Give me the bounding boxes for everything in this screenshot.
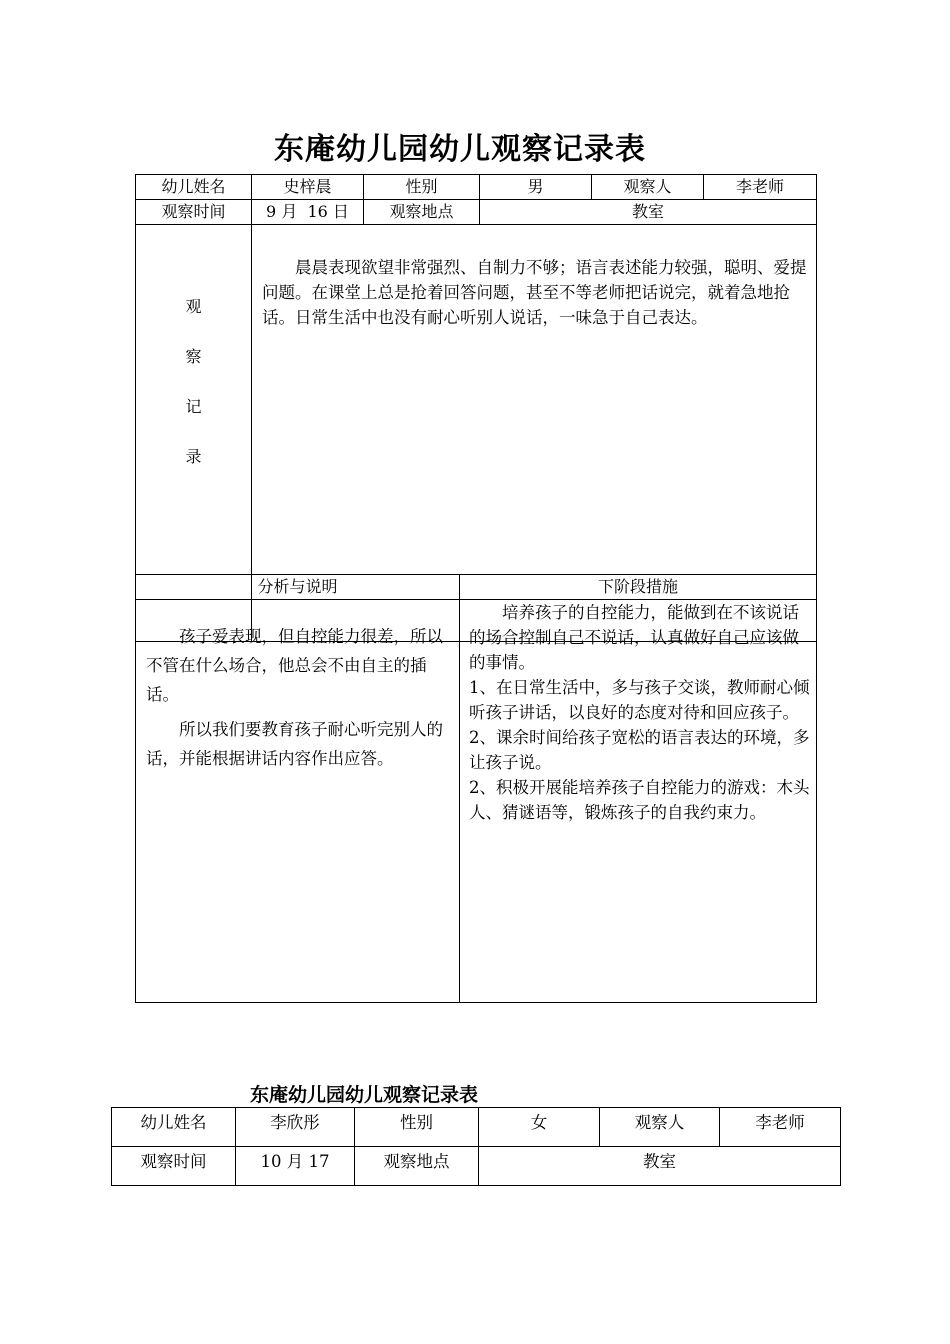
form1-row-time-place bbox=[136, 200, 817, 225]
name-value: 李欣彤 bbox=[236, 1108, 355, 1147]
measures-item: 1、在日常生活中，多与孩子交谈，教师耐心倾听孩子讲话，以良好的态度对待和回应孩子。 bbox=[469, 678, 810, 722]
name-value: 史梓晨 bbox=[252, 175, 364, 200]
form1-title: 东庵幼儿园幼儿观察记录表 bbox=[274, 132, 646, 167]
form1-header-table bbox=[135, 174, 817, 642]
record-label-char: 记 bbox=[185, 397, 202, 416]
gender-value: 女 bbox=[479, 1108, 600, 1147]
time-label: 观察时间 bbox=[136, 200, 252, 225]
name-label: 幼儿姓名 bbox=[112, 1108, 236, 1147]
record-label-char: 录 bbox=[185, 447, 202, 466]
place-label: 观察地点 bbox=[364, 200, 480, 225]
time-value: 10 月 17 bbox=[236, 1147, 355, 1186]
name-label: 幼儿姓名 bbox=[136, 175, 252, 200]
analysis-body-row bbox=[136, 600, 817, 1003]
analysis-header: 分析与说明 bbox=[136, 575, 460, 600]
place-value: 教室 bbox=[479, 1147, 841, 1186]
form2-row-time-place bbox=[112, 1147, 841, 1186]
place-label: 观察地点 bbox=[355, 1147, 479, 1186]
measures-header: 下阶段措施 bbox=[460, 575, 817, 600]
measures-item: 2、课余时间给孩子宽松的语言表达的环境，多让孩子说。 bbox=[469, 728, 810, 772]
observer-label: 观察人 bbox=[600, 1108, 720, 1147]
form1-row-basic-info bbox=[136, 175, 817, 200]
record-label-char: 察 bbox=[185, 347, 202, 366]
form2-row-basic-info bbox=[112, 1108, 841, 1147]
measures-intro: 培养孩子的自控能力，能做到在不该说话的场合控制自己不说话，认真做好自己应该做的事情。 bbox=[469, 603, 799, 672]
observation-record-text: 晨晨表现欲望非常强烈、自制力不够；语言表述能力较强，聪明、爱提问题。在课堂上总是抢着回答问题，甚至不等老师把话说完，就着急地抢话。日常生活中也没有耐心听别人说话，一味急于自己表达。 bbox=[252, 225, 817, 642]
measures-cell bbox=[460, 600, 817, 1003]
time-value: 9 月 16 日 bbox=[252, 200, 364, 225]
analysis-cell bbox=[136, 600, 460, 1003]
gender-label: 性别 bbox=[355, 1108, 479, 1147]
form2-title: 东庵幼儿园幼儿观察记录表 bbox=[250, 1084, 479, 1106]
time-label: 观察时间 bbox=[112, 1147, 236, 1186]
place-value: 教室 bbox=[480, 200, 817, 225]
form1-analysis-table bbox=[135, 574, 817, 1003]
gender-label: 性别 bbox=[364, 175, 480, 200]
record-label-char: 观 bbox=[185, 297, 202, 316]
observer-value: 李老师 bbox=[704, 175, 817, 200]
measures-item: 2、积极开展能培养孩子自控能力的游戏：木头人、猜谜语等，锻炼孩子的自我约束力。 bbox=[469, 778, 810, 822]
observer-label: 观察人 bbox=[592, 175, 704, 200]
analysis-paragraph: 孩子爱表现，但自控能力很差，所以不管在什么场合，他总会不由自主的插话。 bbox=[146, 627, 443, 704]
observer-value: 李老师 bbox=[720, 1108, 841, 1147]
analysis-paragraph: 所以我们要教育孩子耐心听完别人的话，并能根据讲话内容作出应答。 bbox=[146, 720, 443, 768]
form2-header-table bbox=[111, 1107, 841, 1186]
gender-value: 男 bbox=[480, 175, 592, 200]
analysis-header-row bbox=[136, 575, 817, 600]
